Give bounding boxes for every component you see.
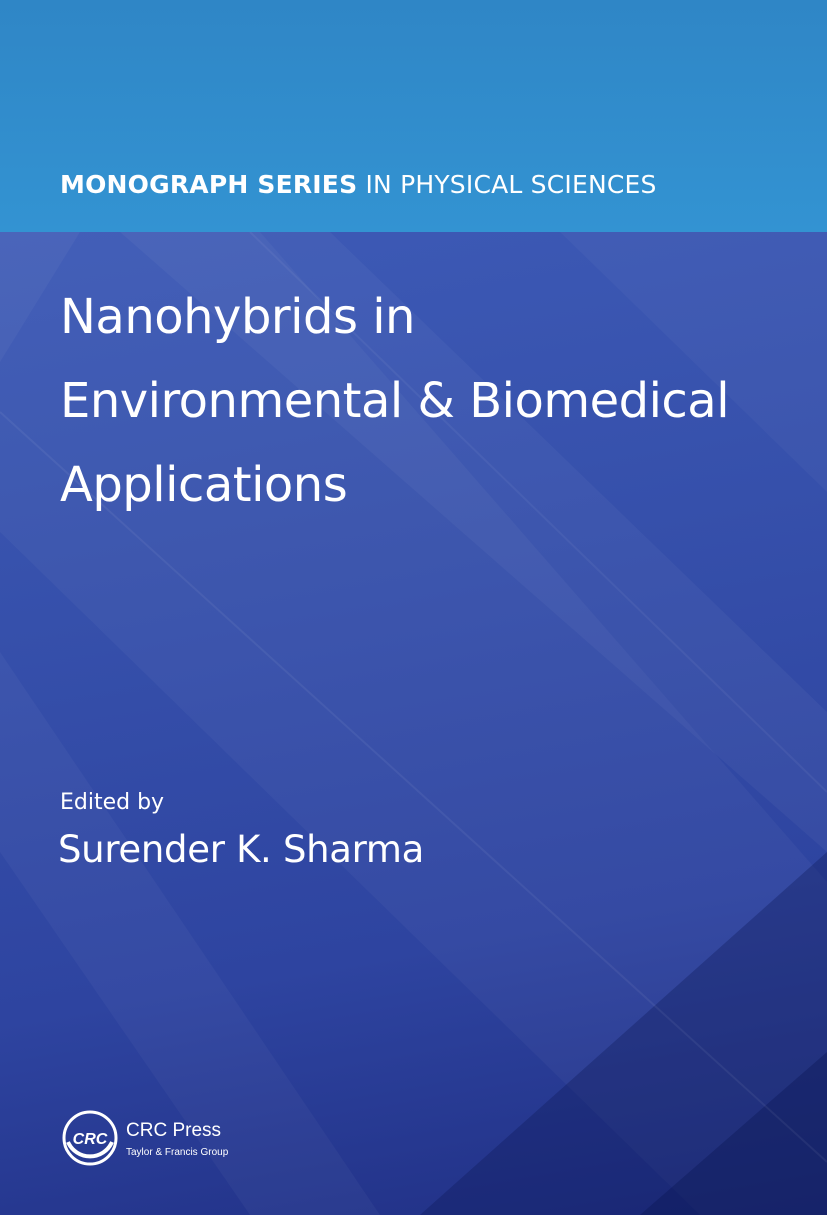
publisher-subtitle: Taylor & Francis Group (126, 1147, 229, 1158)
series-title-bold: MONOGRAPH SERIES (60, 170, 358, 199)
crc-logo-icon (60, 1108, 120, 1168)
book-title-line-3: Applications (60, 457, 348, 513)
edited-by-label: Edited by (60, 790, 165, 815)
series-title-light: IN PHYSICAL SCIENCES (357, 170, 657, 199)
book-title-line-1: Nanohybrids in (60, 289, 415, 345)
publisher-name: CRC Press (126, 1120, 222, 1141)
editor-name: Surender K. Sharma (58, 828, 425, 871)
series-title (60, 170, 657, 199)
book-title-line-2: Environmental & Biomedical (60, 373, 730, 429)
crc-logo-text: CRC (72, 1131, 108, 1148)
